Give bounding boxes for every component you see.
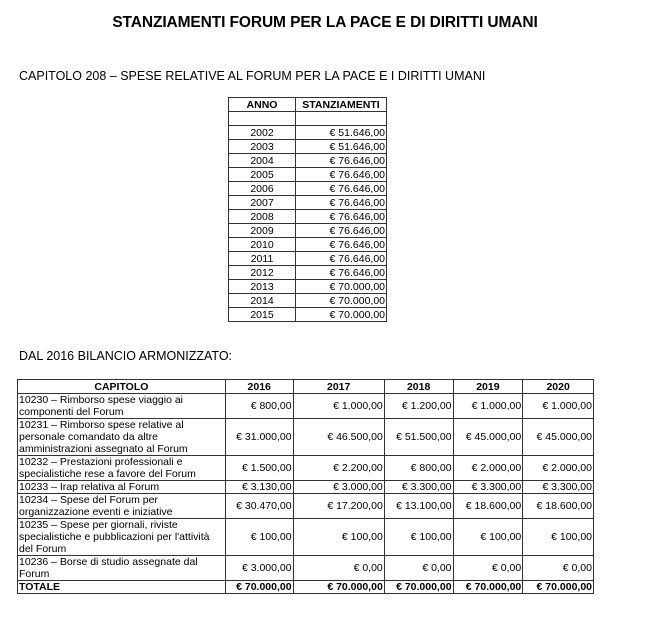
amount-cell: € 13.100,00: [384, 494, 453, 519]
amount-cell: € 3.300,00: [523, 481, 594, 494]
amount-cell: € 1.000,00: [453, 394, 523, 419]
table-row: [229, 210, 387, 224]
table-row: [229, 140, 387, 154]
amount-cell: € 0,00: [384, 556, 453, 581]
table-row: [229, 308, 387, 322]
amount-cell: € 76.646,00: [296, 210, 387, 224]
amount-cell: € 76.646,00: [296, 168, 387, 182]
amount-cell: € 100,00: [523, 519, 594, 556]
table-header-row: [229, 98, 387, 112]
year-cell: 2012: [229, 266, 296, 280]
column-header-2019: 2019: [453, 380, 523, 394]
amount-cell: € 3.130,00: [225, 481, 293, 494]
column-header-2020: 2020: [523, 380, 594, 394]
capitolo-cell: 10235 – Spese per giornali, riviste specialistiche e pubblicazioni per l'attività del Forum: [18, 519, 226, 556]
amount-cell: € 18.600,00: [453, 494, 523, 519]
table-row: [18, 494, 594, 519]
amount-cell: € 45.000,00: [523, 419, 594, 456]
amount-cell: € 76.646,00: [296, 224, 387, 238]
table-row: [229, 294, 387, 308]
total-cell: € 70.000,00: [384, 581, 453, 594]
amount-cell: € 45.000,00: [453, 419, 523, 456]
amount-cell: € 2.200,00: [293, 456, 384, 481]
capitolo-cell: 10231 – Rimborso spese relative al personale comandato da altre amministrazioni assegnato al Forum: [18, 419, 226, 456]
amount-cell: € 1.000,00: [523, 394, 594, 419]
amount-cell: € 70.000,00: [296, 294, 387, 308]
amount-cell: € 100,00: [453, 519, 523, 556]
year-cell: 2015: [229, 308, 296, 322]
table-row: [229, 168, 387, 182]
amount-cell: € 51.646,00: [296, 140, 387, 154]
year-cell: 2006: [229, 182, 296, 196]
capitolo-cell: 10236 – Borse di studio assegnate dal Forum: [18, 556, 226, 581]
total-label: TOTALE: [18, 581, 226, 594]
table-row: [229, 126, 387, 140]
amount-cell: € 1.000,00: [293, 394, 384, 419]
amount-cell: € 76.646,00: [296, 266, 387, 280]
column-header-2018: 2018: [384, 380, 453, 394]
amount-cell: € 100,00: [293, 519, 384, 556]
total-cell: € 70.000,00: [293, 581, 384, 594]
amount-cell: € 0,00: [453, 556, 523, 581]
table-row: [18, 519, 594, 556]
column-header-stanziamenti: STANZIAMENTI: [296, 98, 387, 112]
amount-cell: € 3.000,00: [293, 481, 384, 494]
table-row: [229, 238, 387, 252]
table-cell: [229, 112, 296, 126]
year-cell: 2010: [229, 238, 296, 252]
amount-cell: € 0,00: [523, 556, 594, 581]
table-row-empty: [229, 112, 387, 126]
table-header-row: [18, 380, 594, 394]
year-cell: 2009: [229, 224, 296, 238]
amount-cell: € 3.300,00: [384, 481, 453, 494]
amount-cell: € 76.646,00: [296, 196, 387, 210]
table-row: [229, 252, 387, 266]
table-row: [229, 280, 387, 294]
capitolo-cell: 10230 – Rimborso spese viaggio ai componenti del Forum: [18, 394, 226, 419]
table-row: [18, 556, 594, 581]
amount-cell: € 51.646,00: [296, 126, 387, 140]
year-cell: 2013: [229, 280, 296, 294]
page-title: STANZIAMENTI FORUM PER LA PACE E DI DIRITTI UMANI: [112, 14, 538, 31]
column-header-capitolo: CAPITOLO: [18, 380, 226, 394]
amount-cell: € 800,00: [384, 456, 453, 481]
capitolo-cell: 10232 – Prestazioni professionali e specialistiche rese a favore del Forum: [18, 456, 226, 481]
year-cell: 2014: [229, 294, 296, 308]
amount-cell: € 31.000,00: [225, 419, 293, 456]
table-row: [229, 154, 387, 168]
amount-cell: € 100,00: [225, 519, 293, 556]
year-cell: 2005: [229, 168, 296, 182]
amount-cell: € 76.646,00: [296, 238, 387, 252]
amount-cell: € 2.000,00: [523, 456, 594, 481]
amount-cell: € 51.500,00: [384, 419, 453, 456]
capitolo-cell: 10233 – Irap relativa al Forum: [18, 481, 226, 494]
column-header-anno: ANNO: [229, 98, 296, 112]
amount-cell: € 18.600,00: [523, 494, 594, 519]
year-cell: 2003: [229, 140, 296, 154]
amount-cell: € 3.000,00: [225, 556, 293, 581]
amount-cell: € 70.000,00: [296, 308, 387, 322]
amount-cell: € 1.500,00: [225, 456, 293, 481]
year-cell: 2004: [229, 154, 296, 168]
amount-cell: € 2.000,00: [453, 456, 523, 481]
total-cell: € 70.000,00: [453, 581, 523, 594]
amount-cell: € 76.646,00: [296, 154, 387, 168]
capitolo-cell: 10234 – Spese del Forum per organizzazione eventi e iniziative: [18, 494, 226, 519]
amount-cell: € 800,00: [225, 394, 293, 419]
table-row: [229, 196, 387, 210]
table-row: [18, 456, 594, 481]
amount-cell: € 46.500,00: [293, 419, 384, 456]
total-cell: € 70.000,00: [225, 581, 293, 594]
amount-cell: € 0,00: [293, 556, 384, 581]
year-cell: 2007: [229, 196, 296, 210]
total-row: [18, 581, 594, 594]
amount-cell: € 17.200,00: [293, 494, 384, 519]
amount-cell: € 100,00: [384, 519, 453, 556]
year-cell: 2002: [229, 126, 296, 140]
total-cell: € 70.000,00: [523, 581, 594, 594]
amount-cell: € 76.646,00: [296, 252, 387, 266]
bilancio-armonizzato-table: [17, 379, 594, 594]
year-cell: 2008: [229, 210, 296, 224]
year-cell: 2011: [229, 252, 296, 266]
table-row: [18, 481, 594, 494]
amount-cell: € 30.470,00: [225, 494, 293, 519]
amount-cell: € 1.200,00: [384, 394, 453, 419]
column-header-2016: 2016: [225, 380, 293, 394]
table-row: [229, 224, 387, 238]
table-row: [229, 266, 387, 280]
table-row: [229, 182, 387, 196]
table-row: [18, 394, 594, 419]
column-header-2017: 2017: [293, 380, 384, 394]
section2-heading: DAL 2016 BILANCIO ARMONIZZATO:: [19, 349, 233, 363]
table-cell: [296, 112, 387, 126]
stanziamenti-table: [228, 97, 387, 322]
amount-cell: € 76.646,00: [296, 182, 387, 196]
table-row: [18, 419, 594, 456]
section1-heading: CAPITOLO 208 – SPESE RELATIVE AL FORUM PER LA PACE E I DIRITTI UMANI: [19, 69, 486, 83]
amount-cell: € 70.000,00: [296, 280, 387, 294]
amount-cell: € 3.300,00: [453, 481, 523, 494]
